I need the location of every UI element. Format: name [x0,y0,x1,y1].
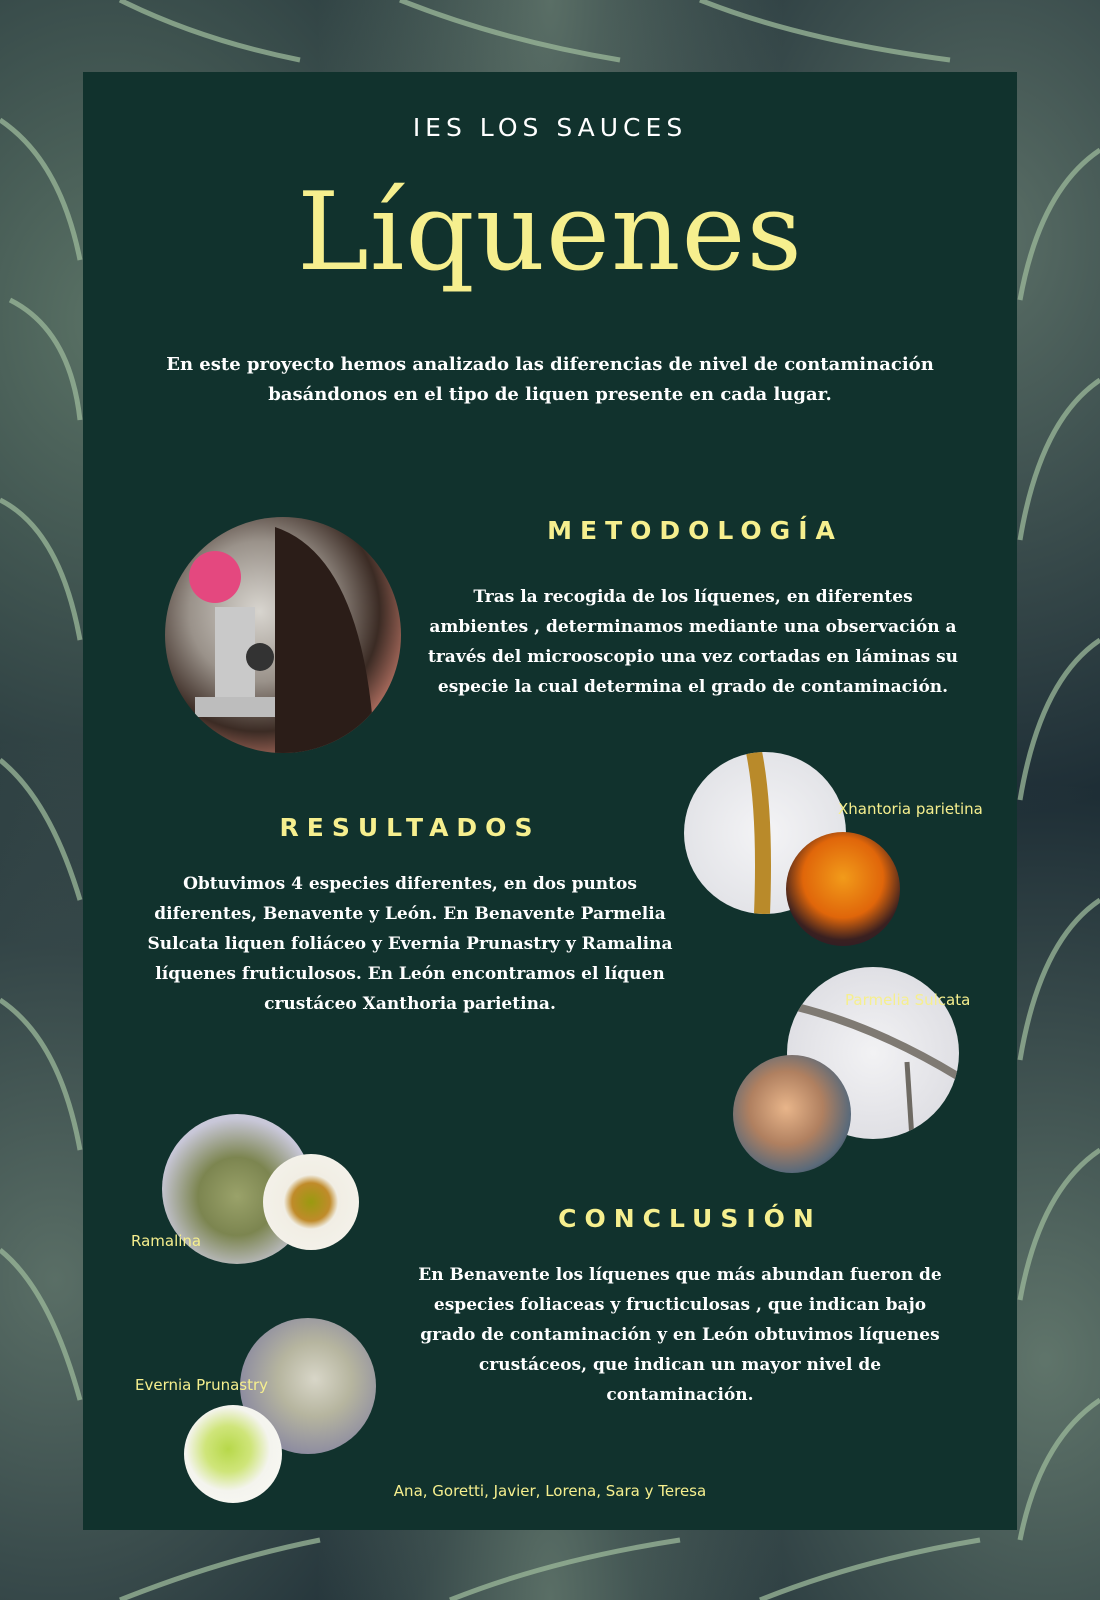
poster-title: Líquenes [297,170,803,295]
xanthoria-caption: Xhantoria parietina [838,800,983,818]
evernia-caption: Evernia Prunastry [135,1376,269,1394]
metodologia-text: Tras la recogida de los líquenes, en diferentes ambientes , determinamos mediante una observación a través del microoscopio una vez cortadas en láminas su especie la cual determina el grado de contaminación. [428,587,959,697]
ramalina-micro-photo [263,1154,359,1250]
school-name: IES LOS SAUCES [412,113,688,142]
ramalina-caption: Ramalina [131,1232,202,1250]
xanthoria-micro-photo [786,832,900,946]
microscope-photo [165,517,401,753]
conclusion-text: En Benavente los líquenes que más abundan fueron de especies foliaceas y fructiculosas , que indican bajo grado de contaminación y en León obtuvimos líquenes crustáceos, que indican un mayor nivel de contaminación. [418,1265,942,1405]
parmelia-micro-photo [733,1055,851,1173]
parmelia-caption: Parmelia Sulcata [845,991,971,1009]
resultados-heading: RESULTADOS [279,813,541,842]
metodologia-heading: METODOLOGÍA [547,516,843,545]
authors-credit: Ana, Goretti, Javier, Lorena, Sara y Teresa [393,1482,707,1500]
intro-text: En este proyecto hemos analizado las diferencias de nivel de contaminación basándonos en el tipo de liquen presente en cada lugar. [166,354,934,405]
resultados-text: Obtuvimos 4 especies diferentes, en dos puntos diferentes, Benavente y León. En Benavente Parmelia Sulcata liquen foliáceo y Evernia Prunastry y Ramalina líquenes fruticulosos. En León encontramos el líquen crustáceo Xanthoria parietina. [147,874,673,1014]
conclusion-heading: CONCLUSIÓN [558,1204,822,1233]
